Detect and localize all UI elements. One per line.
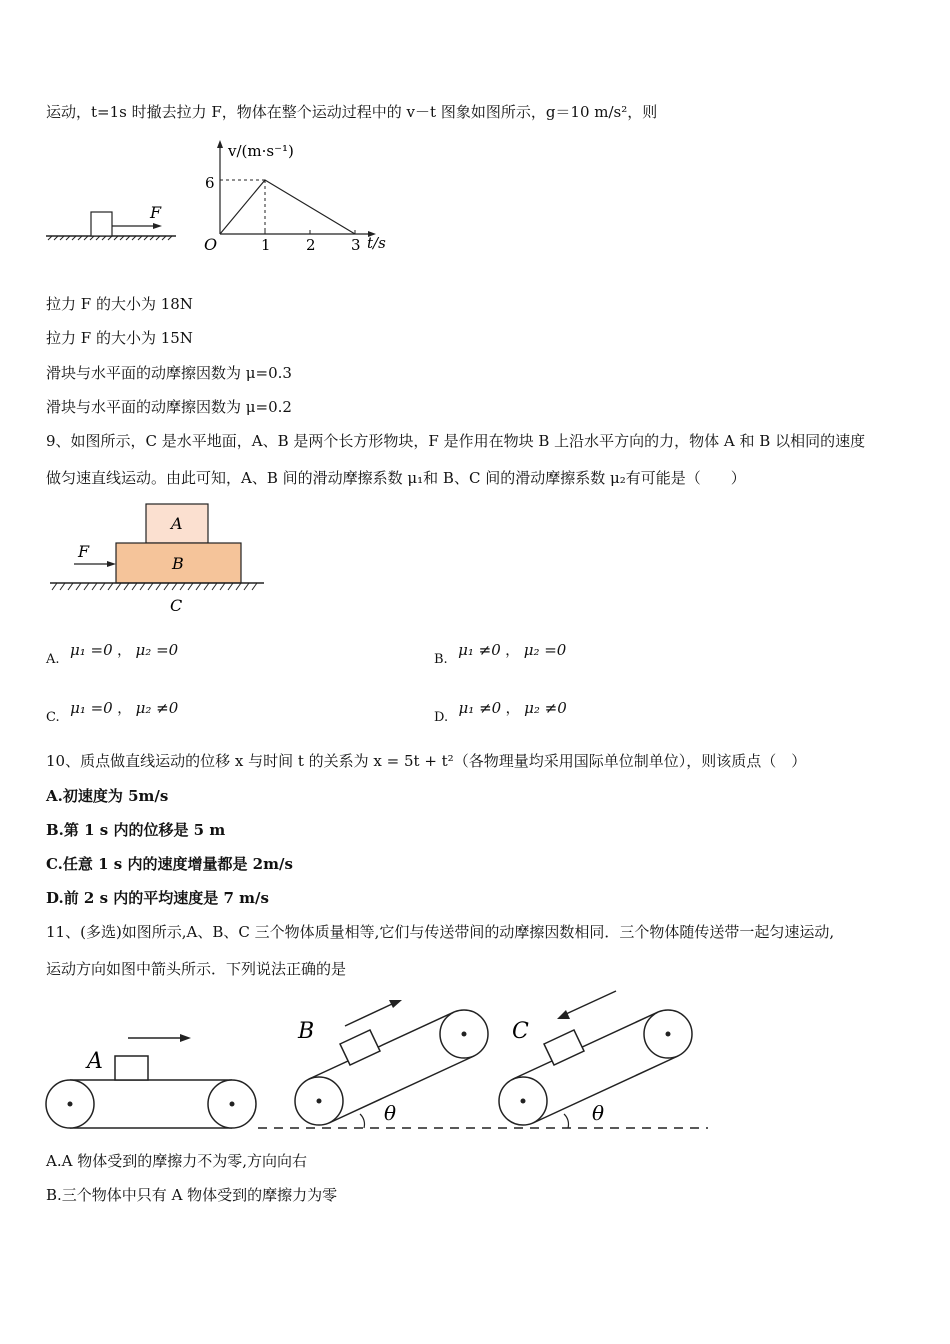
q8-figure-svg — [40, 136, 400, 260]
q11-option-a — [46, 1151, 307, 1171]
q11-block-c — [544, 1030, 584, 1065]
q11-belt-a — [46, 1080, 256, 1128]
q11-label-b: B — [298, 1019, 315, 1044]
q8-option-a: 拉力 F 的大小为 18N — [46, 295, 193, 313]
q11-option-b — [46, 1185, 337, 1205]
q9-label-c: C — [170, 596, 183, 615]
q9-stem-line2: 做匀速直线运动。由此可知，A、B 间的滑动摩擦系数 μ₁和 B、C 间的滑动摩擦系数 μ₂有可能是（ ） — [46, 469, 746, 487]
q9-option-b-sep: ， — [505, 643, 520, 659]
q9-label-f: F — [78, 542, 90, 561]
q11-arrow-b — [345, 1004, 392, 1026]
q11-option-a-text: A 物体受到的摩擦力不为零,方向向右 — [61, 1152, 307, 1170]
q9-figure-svg — [44, 500, 274, 620]
q8-y-arrow — [217, 140, 223, 148]
q9-option-a-sep: ， — [117, 643, 132, 659]
q11-block-a — [115, 1056, 148, 1080]
q11-option-b-text: 三个物体中只有 A 物体受到的摩擦力为零 — [61, 1186, 338, 1204]
q11-angle-c: θ — [592, 1101, 605, 1125]
q9-option-c-mu2: μ₂ ≠0 — [135, 699, 179, 717]
q11-arrowhead-a — [180, 1034, 191, 1042]
q9-figure — [44, 500, 274, 620]
q10-option-d: D.前 2 s 内的平均速度是 7 m/s — [46, 889, 269, 907]
q9-option-a-mu2: μ₂ =0 — [135, 641, 179, 659]
q8-y-axis-label: v/(m·s⁻¹) — [228, 142, 294, 160]
q8-force-arrowhead — [153, 223, 162, 229]
q10-stem: 10、质点做直线运动的位移 x 与时间 t 的关系为 x = 5t + t²（各物理量均采用国际单位制单位），则该质点（ ） — [46, 752, 807, 770]
q8-origin-label: O — [204, 235, 218, 254]
q8-x-tick-label: 3 — [351, 236, 361, 254]
q8-option-d: 滑块与水平面的动摩擦因数为 μ=0.2 — [46, 398, 292, 416]
q8-option-c: 滑块与水平面的动摩擦因数为 μ=0.3 — [46, 364, 292, 382]
q9-option-a-letter: A. — [46, 652, 60, 667]
q10-option-a: A.初速度为 5m/s — [46, 787, 169, 805]
q8-x-axis-label: t/s — [367, 234, 386, 252]
q8-x-tick-label: 2 — [306, 236, 316, 254]
q9-option-d-mu2: μ₂ ≠0 — [524, 699, 567, 717]
q11-figure — [40, 990, 720, 1140]
q9-ground-hatch — [52, 583, 257, 590]
q9-option-c-mu1: μ₁ =0 — [70, 699, 113, 717]
q9-option-d-mu1: μ₁ ≠0 — [458, 699, 502, 717]
q8-figure — [40, 136, 400, 260]
q9-stem-line1: 9、如图所示，C 是水平地面，A、B 是两个长方形物块，F 是作用在物块 B 上沿水平方向的力，物体 A 和 B 以相同的速度 — [46, 432, 866, 450]
q11-arrow-c — [566, 991, 616, 1014]
q9-option-a-mu1: μ₁ =0 — [69, 641, 113, 659]
q8-option-b: 拉力 F 的大小为 15N — [46, 329, 193, 347]
q9-option-b-mu1: μ₁ ≠0 — [458, 641, 501, 659]
q11-option-b-letter: B. — [46, 1186, 62, 1204]
q11-stem-line2: 运动方向如图中箭头所示．下列说法正确的是 — [46, 960, 347, 978]
q10-option-c: C.任意 1 s 内的速度增量都是 2m/s — [46, 855, 293, 873]
q9-option-c-letter: C. — [46, 710, 60, 725]
q8-stem: 运动，t=1s 时撤去拉力 F，物体在整个运动过程中的 v－t 图象如图所示，g＝10 m/s²，则 — [46, 103, 658, 121]
q11-option-a-letter: A. — [46, 1152, 62, 1170]
q11-label-c: C — [512, 1019, 529, 1044]
q11-angle-arc-b — [360, 1114, 365, 1128]
q9-option-d — [434, 698, 567, 725]
q9-option-c — [46, 698, 179, 725]
q11-angle-arc-c — [564, 1114, 569, 1128]
q11-stem-line1: 11、(多选)如图所示,A、B、C 三个物体质量相等,它们与传送带间的动摩擦因数相同．三个物体随传送带一起匀速运动, — [46, 923, 835, 941]
q11-block-b — [340, 1030, 380, 1065]
q9-label-b: B — [172, 554, 184, 573]
q9-label-a: A — [171, 514, 183, 533]
q11-figure-svg — [40, 990, 720, 1140]
q9-option-b-mu2: μ₂ =0 — [523, 641, 567, 659]
q9-option-c-sep: ， — [117, 701, 132, 717]
q9-option-a — [46, 640, 179, 667]
q9-option-d-sep: ， — [505, 701, 520, 717]
q9-option-b-letter: B. — [434, 652, 448, 667]
q9-option-b — [434, 640, 567, 667]
q10-option-b: B.第 1 s 内的位移是 5 m — [46, 821, 226, 839]
q9-force-arrowhead — [107, 561, 116, 567]
q8-x-tick-label: 1 — [261, 236, 271, 254]
q11-angle-b: θ — [384, 1101, 397, 1125]
q8-force-label: F — [150, 203, 162, 222]
q8-y-tick-6: 6 — [205, 174, 215, 192]
q9-option-d-letter: D. — [434, 710, 449, 725]
q8-block — [91, 212, 112, 236]
q8-vt-line — [220, 180, 355, 234]
q11-label-a: A — [87, 1049, 103, 1074]
q11-arrowhead-c — [557, 1010, 570, 1019]
